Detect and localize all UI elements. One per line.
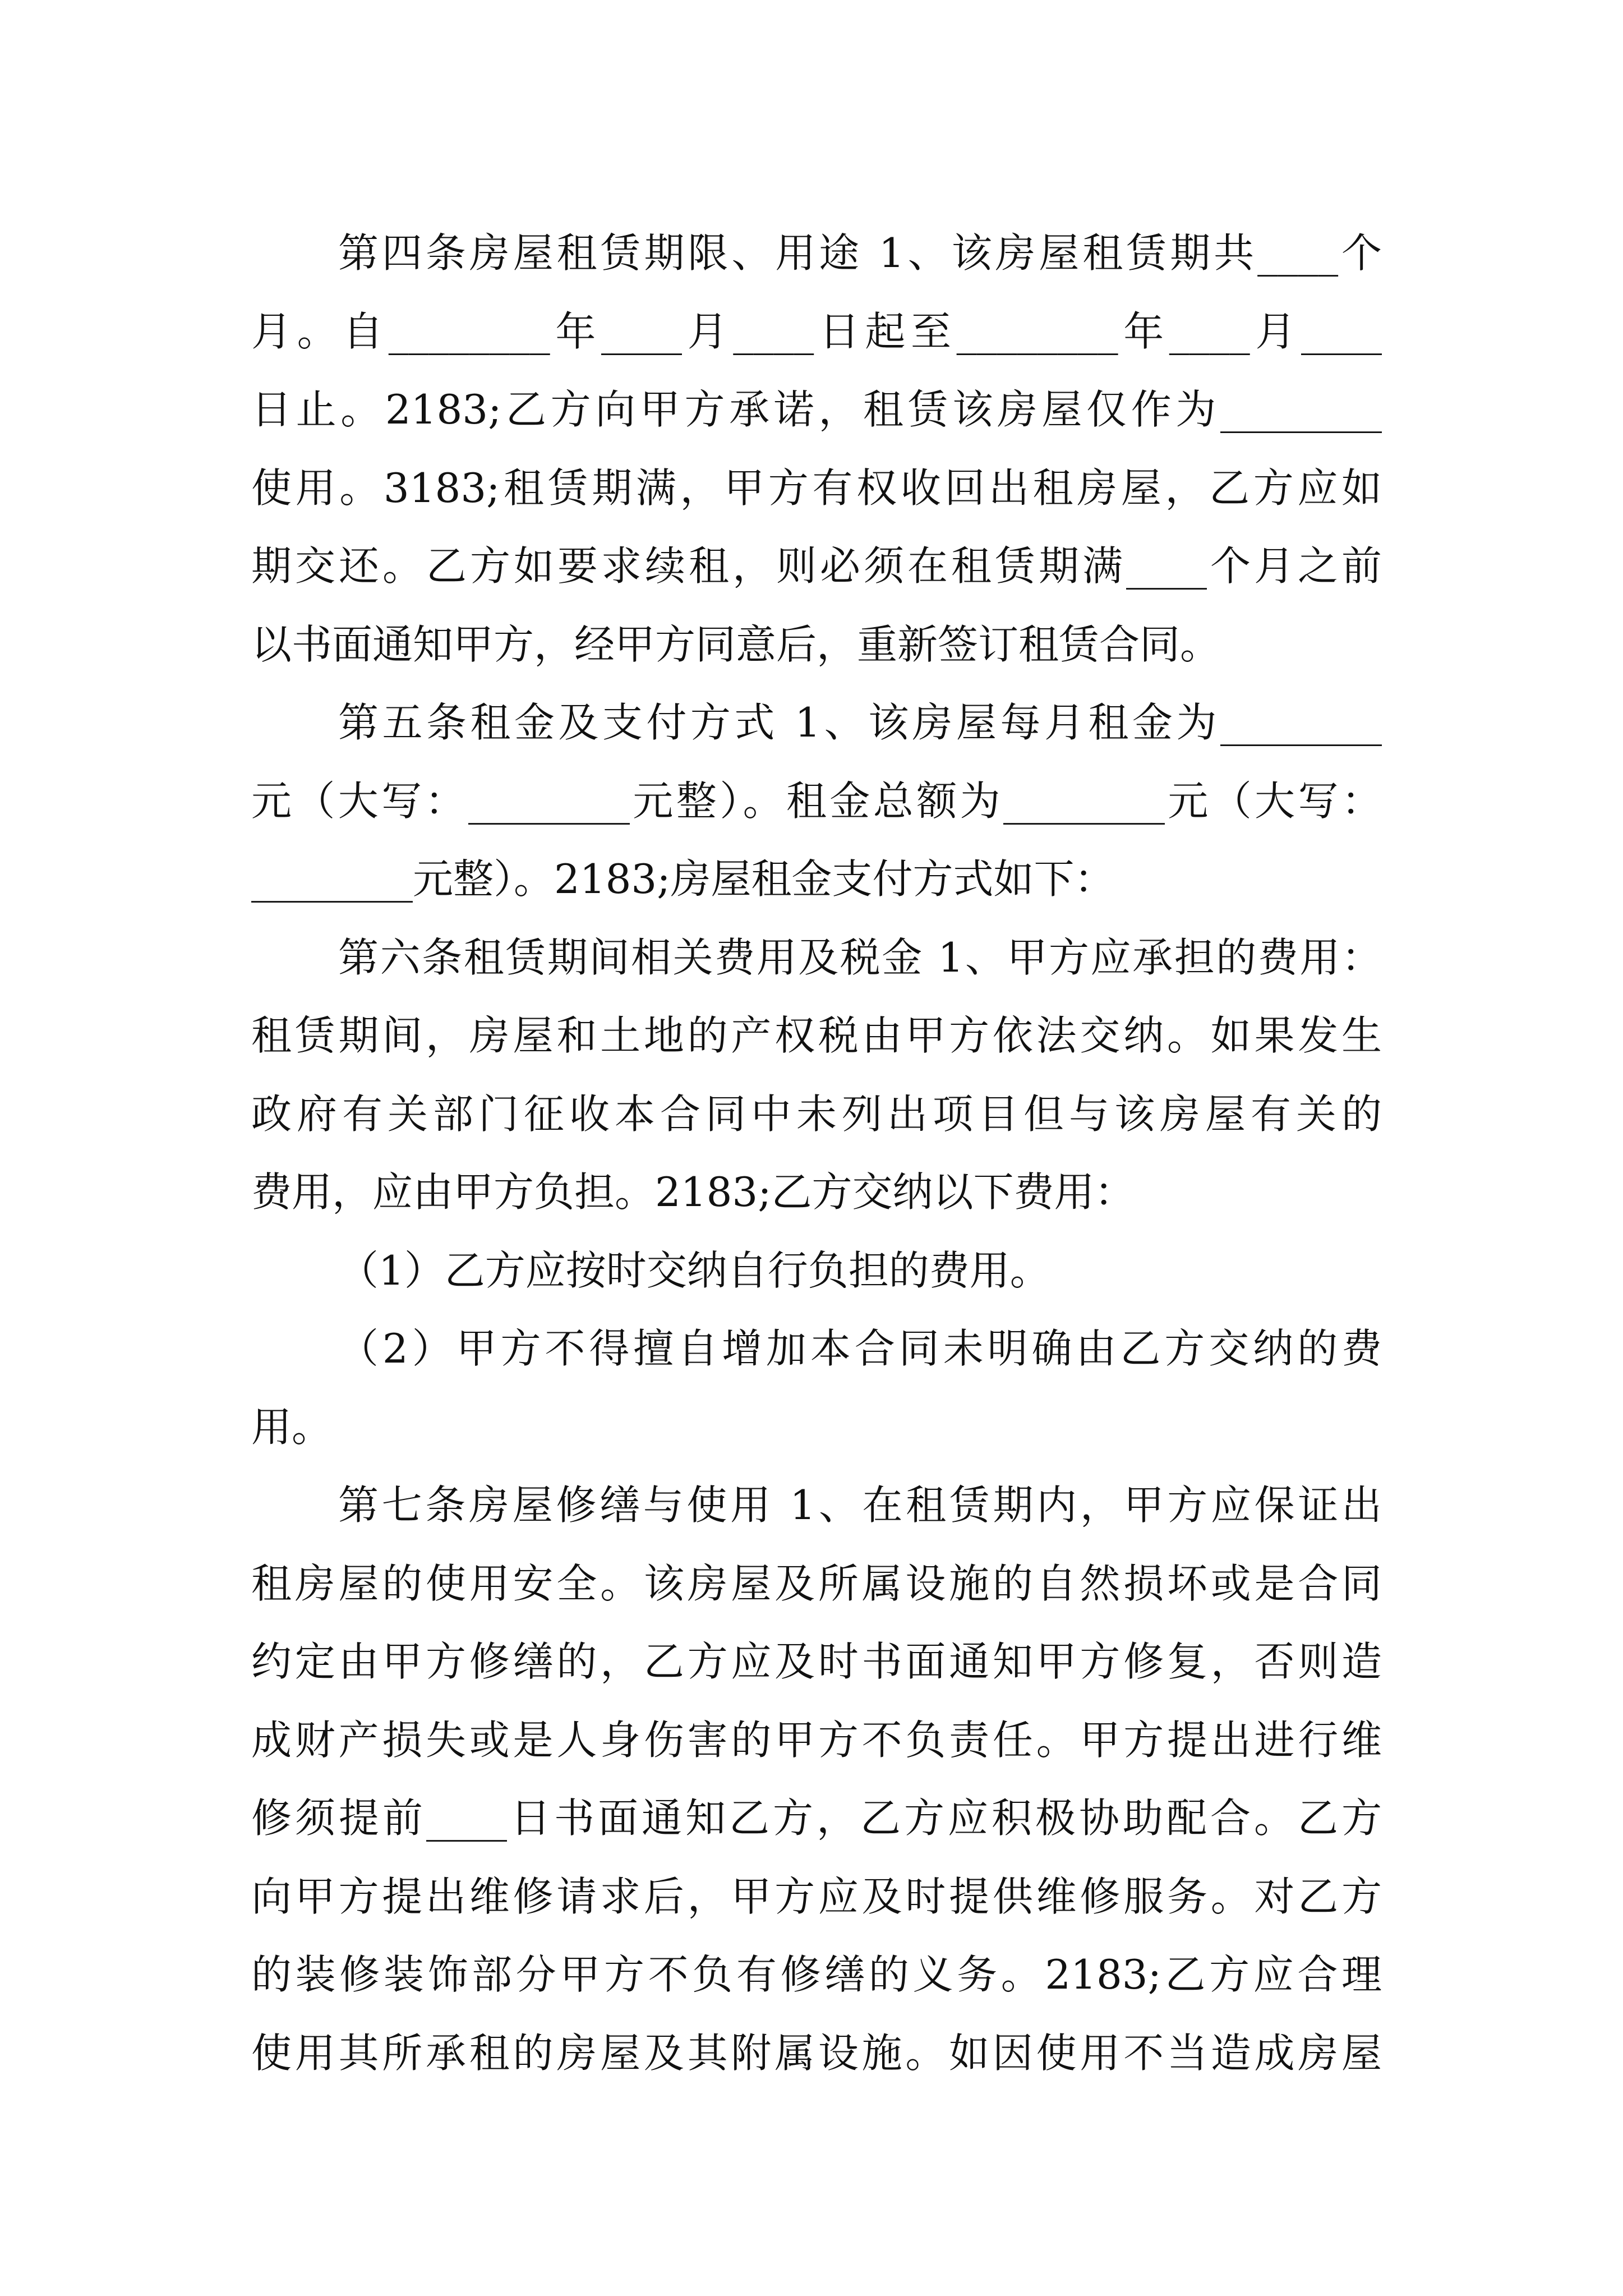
text-line: 月。自________年____月____日起至________年____月____ [251, 307, 1382, 355]
text-line: 的装修装饰部分甲方不负有修缮的义务。2183;乙方应合理 [251, 1951, 1382, 1998]
text-line: 约定由甲方修缮的，乙方应及时书面通知甲方修复，否则造 [251, 1638, 1382, 1685]
text-line-article-5-heading: 第五条租金及支付方式 1、该房屋每月租金为________ [338, 699, 1382, 746]
text-line-article-4-heading: 第四条房屋租赁期限、用途 1、该房屋租赁期共____个 [338, 229, 1382, 277]
text-line: 向甲方提出维修请求后，甲方应及时提供维修服务。对乙方 [251, 1872, 1382, 1920]
text-line: 用。 [251, 1403, 333, 1451]
text-line: 修须提前____日书面通知乙方，乙方应积极协助配合。乙方 [251, 1795, 1382, 1842]
text-line-article-7-heading: 第七条房屋修缮与使用 1、在租赁期内，甲方应保证出 [338, 1481, 1382, 1529]
text-line: 以书面通知甲方，经甲方同意后，重新签订租赁合同。 [251, 620, 1221, 668]
text-line: 元（大写：________元整）。租金总额为________元（大写： [251, 777, 1382, 825]
text-line: 日止。2183;乙方向甲方承诺，租赁该房屋仅作为________ [251, 386, 1382, 433]
text-line: 租赁期间，房屋和土地的产权税由甲方依法交纳。如果发生 [251, 1012, 1382, 1059]
text-line: 费用，应由甲方负担。2183;乙方交纳以下费用： [251, 1168, 1135, 1216]
text-line: 租房屋的使用安全。该房屋及所属设施的自然损坏或是合同 [251, 1559, 1382, 1607]
text-line-item-1: （1）乙方应按时交纳自行负担的费用。 [338, 1246, 1050, 1294]
text-line: 政府有关部门征收本合同中未列出项目但与该房屋有关的 [251, 1090, 1382, 1138]
text-line-article-6-heading: 第六条租赁期间相关费用及税金 1、甲方应承担的费用： [338, 933, 1382, 981]
text-line-item-2: （2）甲方不得擅自增加本合同未明确由乙方交纳的费 [338, 1325, 1382, 1372]
text-line: 使用其所承租的房屋及其附属设施。如因使用不当造成房屋 [251, 2029, 1382, 2077]
text-line: 使用。3183;租赁期满，甲方有权收回出租房屋，乙方应如 [251, 464, 1382, 512]
text-line: 成财产损失或是人身伤害的甲方不负责任。甲方提出进行维 [251, 1716, 1382, 1764]
document-body [251, 214, 1382, 2092]
text-line: 期交还。乙方如要求续租，则必须在租赁期满____个月之前 [251, 542, 1382, 590]
text-line: ________元整）。2183;房屋租金支付方式如下： [251, 855, 1115, 903]
